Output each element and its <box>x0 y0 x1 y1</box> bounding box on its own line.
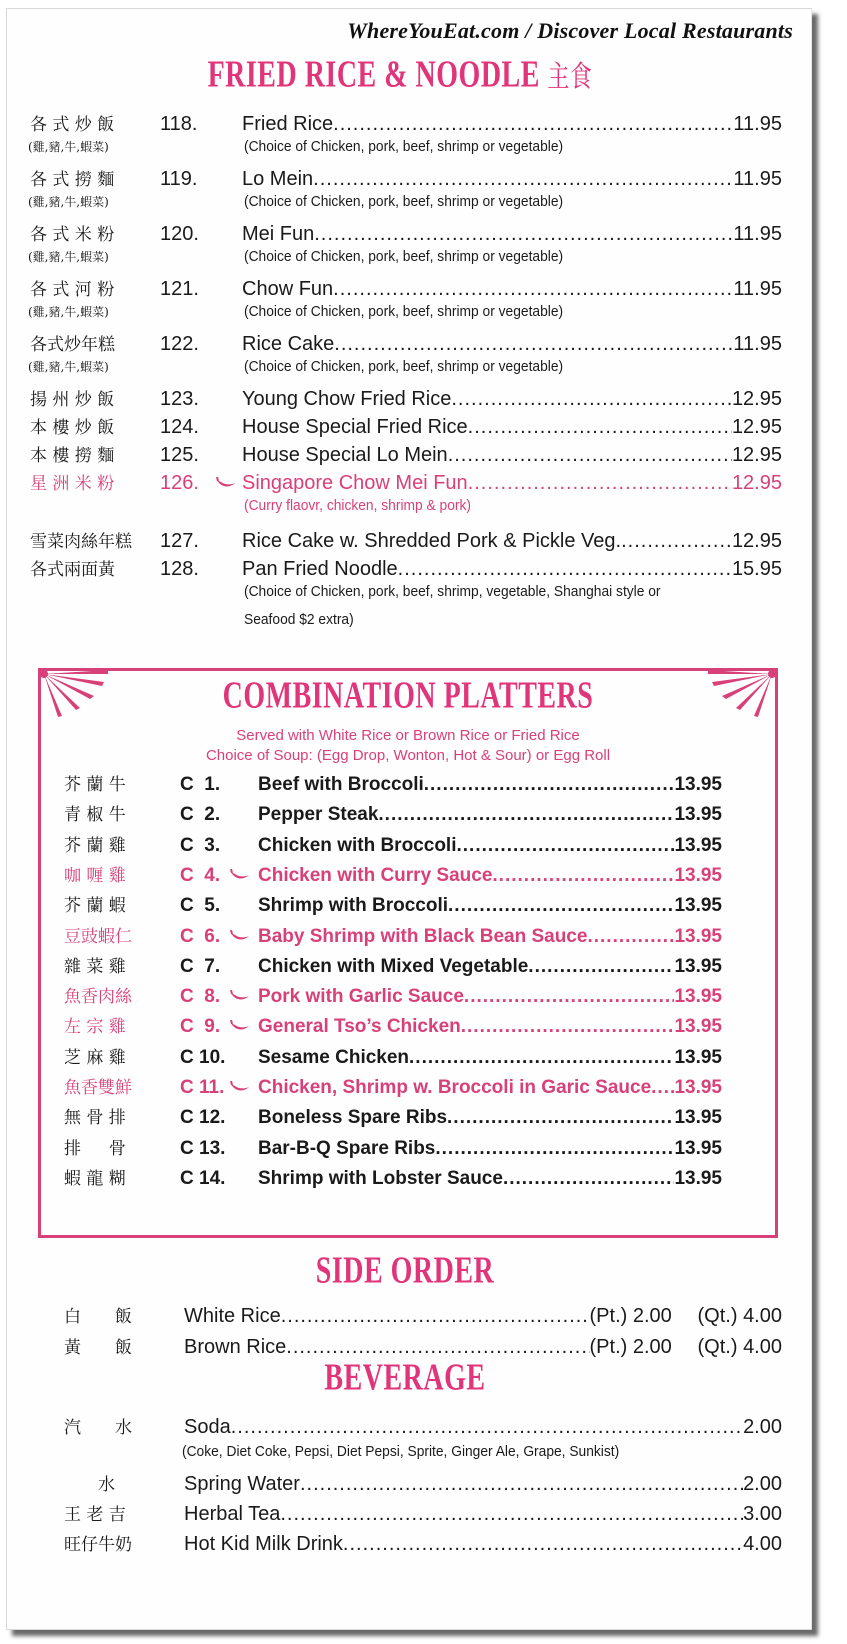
item-description: (Choice of Chicken, pork, beef, shrimp, vegetable, Shanghai style or <box>244 583 661 600</box>
combo-item <box>64 922 722 948</box>
dot-leader <box>435 1138 674 1160</box>
item-price: 13.95 <box>674 1046 722 1068</box>
item-chinese-name: 星 洲 米 粉 <box>30 474 115 494</box>
spicy-marker <box>230 929 258 947</box>
beverage-item <box>64 1413 782 1439</box>
combo-item <box>64 1134 722 1160</box>
item-name: Pepper Steak <box>258 804 379 826</box>
combo-item <box>64 1012 722 1038</box>
item-name: Chicken with Broccoli <box>258 834 457 856</box>
spicy-marker <box>230 868 258 886</box>
section-title-beverage: BEVERAGE <box>324 1357 486 1399</box>
item-name: Hot Kid Milk Drink <box>184 1533 343 1555</box>
item-name: House Special Fried Rice <box>242 416 468 438</box>
item-number: 125. <box>160 444 199 466</box>
menu-item <box>30 385 782 411</box>
item-number: 124. <box>160 416 199 438</box>
item-price: 11.95 <box>733 168 782 190</box>
quart-price: (Qt.) 4.00 <box>697 1336 782 1358</box>
item-name: White Rice <box>184 1305 281 1327</box>
item-chinese-name: 本 樓 撈 麵 <box>30 446 115 466</box>
item-name: Bar-B-Q Spare Ribs <box>258 1137 436 1159</box>
dot-leader <box>333 113 733 136</box>
item-price: 13.95 <box>674 1137 722 1159</box>
dot-leader <box>461 1016 675 1038</box>
side-order-item <box>64 1302 782 1328</box>
spicy-chili-icon <box>230 930 250 942</box>
beverage-item <box>64 1500 782 1526</box>
spicy-chili-icon <box>216 477 236 489</box>
item-price: 13.95 <box>674 895 722 917</box>
item-price: 13.95 <box>674 774 722 795</box>
item-description: (Choice of Chicken, pork, beef, shrimp or vegetable) <box>244 303 564 320</box>
spicy-chili-icon <box>230 1020 250 1032</box>
dot-leader <box>651 1077 674 1099</box>
item-chinese-name: 左 宗 雞 <box>64 1017 126 1038</box>
dot-leader <box>313 168 733 191</box>
dot-leader <box>300 1473 743 1496</box>
item-price: 12.95 <box>731 416 782 438</box>
item-chinese-name: 黃 飯 <box>64 1338 132 1358</box>
quart-price: (Qt.) 4.00 <box>697 1305 782 1327</box>
item-chinese-name: 各 式 炒 飯 <box>30 115 115 135</box>
dot-leader <box>378 804 674 826</box>
spicy-chili-icon <box>230 990 250 1002</box>
menu-item <box>30 555 782 581</box>
item-price: 13.95 <box>674 1167 722 1189</box>
item-chinese-name: 揚 州 炒 飯 <box>30 390 115 410</box>
item-chinese-name: 汽 水 <box>64 1418 132 1438</box>
item-chinese-name: 芝 麻 雞 <box>64 1047 126 1068</box>
item-number: 128. <box>160 558 199 580</box>
item-chinese-name: 旺仔牛奶 <box>64 1535 132 1555</box>
item-number: 118. <box>160 113 198 135</box>
dot-leader <box>456 835 674 857</box>
dot-leader <box>621 530 732 553</box>
item-name: Young Chow Fried Rice <box>242 388 452 410</box>
item-name: Mei Fun <box>242 223 315 245</box>
item-number: C 9. <box>180 1016 221 1038</box>
dot-leader <box>451 388 732 411</box>
item-description: (Choice of Chicken, pork, beef, shrimp or vegetable) <box>244 358 564 375</box>
section-title-cn: 主食 <box>547 60 593 95</box>
item-name: Brown Rice <box>184 1336 287 1358</box>
item-price: 13.95 <box>674 1077 722 1098</box>
item-chinese-note: (雞,豬,牛,蝦菜) <box>28 195 109 209</box>
menu-item <box>30 165 782 191</box>
item-number: C 8. <box>180 986 221 1008</box>
item-chinese-name: 各 式 河 粉 <box>30 280 115 300</box>
item-description: (Curry flaovr, chicken, shrimp & pork) <box>244 497 471 514</box>
menu-item <box>30 527 782 553</box>
item-name: Chicken, Shrimp w. Broccoli in Garic Sauce <box>258 1077 652 1098</box>
dot-leader <box>424 774 675 796</box>
item-chinese-name: 魚香雙鮮 <box>64 1078 132 1098</box>
menu-item <box>30 469 782 495</box>
item-name: Chow Fun <box>242 278 334 300</box>
item-number: C 5. <box>180 895 221 917</box>
item-price: 13.95 <box>674 986 722 1008</box>
item-number: 127. <box>160 530 199 552</box>
item-price: 13.95 <box>674 955 722 977</box>
item-name: Lo Mein <box>242 168 314 190</box>
item-number: C 2. <box>180 804 221 826</box>
item-description: (Choice of Chicken, pork, beef, shrimp or vegetable) <box>244 138 564 155</box>
item-description-cont: Seafood $2 extra) <box>244 611 354 628</box>
item-chinese-name: 王 老 吉 <box>64 1505 126 1525</box>
item-chinese-name: 白 飯 <box>64 1307 132 1327</box>
item-chinese-note: (雞,豬,牛,蝦菜) <box>28 140 109 154</box>
combo-item <box>64 1073 722 1099</box>
item-name: Rice Cake <box>242 333 335 355</box>
item-name: Rice Cake w. Shredded Pork & Pickle Veg. <box>242 530 622 552</box>
item-number: 126. <box>160 472 199 494</box>
item-name: Baby Shrimp with Black Bean Sauce <box>258 925 588 947</box>
combo-item <box>64 1103 722 1129</box>
combo-item <box>64 1043 722 1069</box>
item-price: 4.00 <box>743 1533 782 1555</box>
item-description: (Coke, Diet Coke, Pepsi, Diet Pepsi, Sprite, Ginger Ale, Grape, Sunkist) <box>182 1443 620 1460</box>
item-price: 11.95 <box>733 113 782 135</box>
dot-leader <box>333 278 733 301</box>
item-number: 122. <box>160 333 199 355</box>
item-chinese-name: 各 式 撈 麵 <box>30 170 115 190</box>
spicy-chili-icon <box>230 1081 250 1093</box>
item-chinese-name: 咖 喱 雞 <box>64 865 126 886</box>
item-chinese-name: 無 骨 排 <box>64 1108 126 1129</box>
item-number: C 14. <box>180 1167 226 1189</box>
spicy-marker <box>210 476 242 494</box>
item-price: 13.95 <box>674 804 722 826</box>
item-description: (Choice of Chicken, pork, beef, shrimp or vegetable) <box>244 248 564 265</box>
item-chinese-note: (雞,豬,牛,蝦菜) <box>28 360 109 374</box>
item-price: 12.95 <box>731 530 782 552</box>
item-name: Pork with Garlic Sauce <box>258 986 464 1008</box>
section-title-text: FRIED RICE & NOODLE <box>207 54 540 96</box>
item-chinese-name: 芥 蘭 雞 <box>64 835 126 856</box>
item-name: Chicken with Mixed Vegetable <box>258 955 529 977</box>
item-price: 11.95 <box>733 278 782 300</box>
item-chinese-name: 蝦 龍 糊 <box>64 1168 126 1189</box>
section-title-side-order: SIDE ORDER <box>315 1250 495 1292</box>
menu-item <box>30 330 782 356</box>
item-name: Boneless Spare Ribs <box>258 1107 448 1129</box>
dot-leader <box>334 333 733 356</box>
item-name: Herbal Tea <box>184 1503 281 1525</box>
item-description: (Choice of Chicken, pork, beef, shrimp or vegetable) <box>244 193 564 210</box>
item-chinese-name: 排 骨 <box>64 1138 126 1159</box>
combo-item <box>64 891 722 917</box>
item-name: Shrimp with Broccoli <box>258 895 449 917</box>
item-chinese-note: (雞,豬,牛,蝦菜) <box>28 250 109 264</box>
combo-item <box>64 861 722 887</box>
item-price: 12.95 <box>731 444 782 466</box>
dot-leader <box>409 1047 674 1069</box>
dot-leader <box>468 416 732 439</box>
item-price: 2.00 <box>743 1416 782 1438</box>
item-price: 11.95 <box>733 223 782 245</box>
dot-leader <box>314 223 733 246</box>
item-price: 12.95 <box>731 472 782 494</box>
item-chinese-name: 芥 蘭 牛 <box>64 775 126 795</box>
item-price: 13.95 <box>674 1016 722 1038</box>
item-price: 13.95 <box>674 864 722 886</box>
item-chinese-name: 各 式 米 粉 <box>30 225 115 245</box>
item-price: 11.95 <box>733 333 782 355</box>
section-title-fried-rice-noodle <box>190 54 610 97</box>
dot-leader <box>398 558 732 581</box>
item-name: Sesame Chicken <box>258 1046 410 1068</box>
item-name: Chicken with Curry Sauce <box>258 864 493 886</box>
item-price: 12.95 <box>731 388 782 410</box>
item-name: Shrimp with Lobster Sauce <box>258 1167 503 1189</box>
item-chinese-name: 本 樓 炒 飯 <box>30 418 115 438</box>
combination-subtitle-soup: Choice of Soup: (Egg Drop, Wonton, Hot & Sour) or Egg Roll <box>205 747 611 764</box>
section-title-combination-platters: COMBINATION PLATTERS <box>222 675 594 717</box>
item-chinese-name: 各式兩面黃 <box>30 560 115 580</box>
dot-leader <box>286 1336 589 1359</box>
item-number: C 13. <box>180 1137 226 1159</box>
dot-leader <box>528 956 674 978</box>
item-number: 121. <box>160 278 199 300</box>
item-name: Singapore Chow Mei Fun <box>242 472 468 494</box>
combo-item <box>64 1164 722 1190</box>
item-number: C 1. <box>180 774 221 795</box>
item-chinese-name: 豆豉蝦仁 <box>64 926 132 947</box>
item-number: C 4. <box>180 864 221 886</box>
item-number: C 7. <box>180 955 221 977</box>
dot-leader <box>231 1416 743 1439</box>
spicy-chili-icon <box>230 869 250 881</box>
dot-leader <box>448 895 674 917</box>
dot-leader <box>587 926 674 948</box>
item-chinese-name: 水 <box>64 1475 115 1495</box>
dot-leader <box>468 472 732 495</box>
item-number: C 11. <box>180 1077 225 1098</box>
combo-item <box>64 982 722 1008</box>
menu-item <box>30 220 782 246</box>
item-price: 15.95 <box>731 558 782 580</box>
dot-leader <box>281 1305 590 1328</box>
spicy-marker <box>230 1019 258 1037</box>
item-number: C 3. <box>180 834 221 856</box>
item-name: General Tso’s Chicken <box>258 1016 461 1038</box>
item-chinese-name: 雪菜肉絲年糕 <box>30 532 132 552</box>
item-number: 123. <box>160 388 199 410</box>
side-order-item <box>64 1333 782 1359</box>
menu-item <box>30 413 782 439</box>
item-name: Beef with Broccoli <box>258 774 424 795</box>
item-number: 120. <box>160 223 199 245</box>
dot-leader <box>280 1503 743 1526</box>
item-number: 119. <box>160 168 198 190</box>
item-chinese-name: 芥 蘭 蝦 <box>64 896 126 917</box>
item-price: 3.00 <box>743 1503 782 1525</box>
menu-item <box>30 110 782 136</box>
pint-price: (Pt.) 2.00 <box>589 1336 672 1358</box>
combo-item <box>64 831 722 857</box>
item-chinese-name: 青 椒 牛 <box>64 805 126 826</box>
beverage-item <box>64 1530 782 1556</box>
menu-item <box>30 275 782 301</box>
page-fold-line <box>811 9 812 1629</box>
beverage-item <box>64 1470 782 1496</box>
dot-leader <box>343 1533 743 1556</box>
spicy-marker <box>230 1080 258 1098</box>
item-chinese-note: (雞,豬,牛,蝦菜) <box>28 305 109 319</box>
item-price: 2.00 <box>743 1473 782 1495</box>
item-price: 13.95 <box>674 925 722 947</box>
item-name: House Special Lo Mein <box>242 444 448 466</box>
combo-item <box>64 800 722 826</box>
item-chinese-name: 各式炒年糕 <box>30 335 115 355</box>
item-name: Fried Rice <box>242 113 334 135</box>
dot-leader <box>447 1107 674 1129</box>
item-number: C 6. <box>180 925 221 947</box>
combo-item <box>64 770 722 796</box>
item-price: 13.95 <box>674 1107 722 1129</box>
combo-item <box>64 952 722 978</box>
item-name: Spring Water <box>184 1473 300 1495</box>
item-name: Soda <box>184 1416 231 1438</box>
dot-leader <box>503 1168 675 1190</box>
combination-subtitle-rice: Served with White Rice or Brown Rice or Fried Rice <box>236 727 580 744</box>
item-chinese-name: 魚香肉絲 <box>64 987 132 1008</box>
item-number: C 10. <box>180 1046 226 1068</box>
dot-leader <box>492 865 674 887</box>
spicy-marker <box>230 989 258 1007</box>
item-chinese-name: 雜 菜 雞 <box>64 956 126 977</box>
item-price: 13.95 <box>674 834 722 856</box>
dot-leader <box>448 444 732 467</box>
pint-price: (Pt.) 2.00 <box>589 1305 672 1327</box>
menu-item <box>30 441 782 467</box>
item-name: Pan Fried Noodle <box>242 558 398 580</box>
dot-leader <box>464 986 675 1008</box>
watermark: WhereYouEat.com / Discover Local Restaurants <box>347 18 793 43</box>
item-number: C 12. <box>180 1107 226 1129</box>
